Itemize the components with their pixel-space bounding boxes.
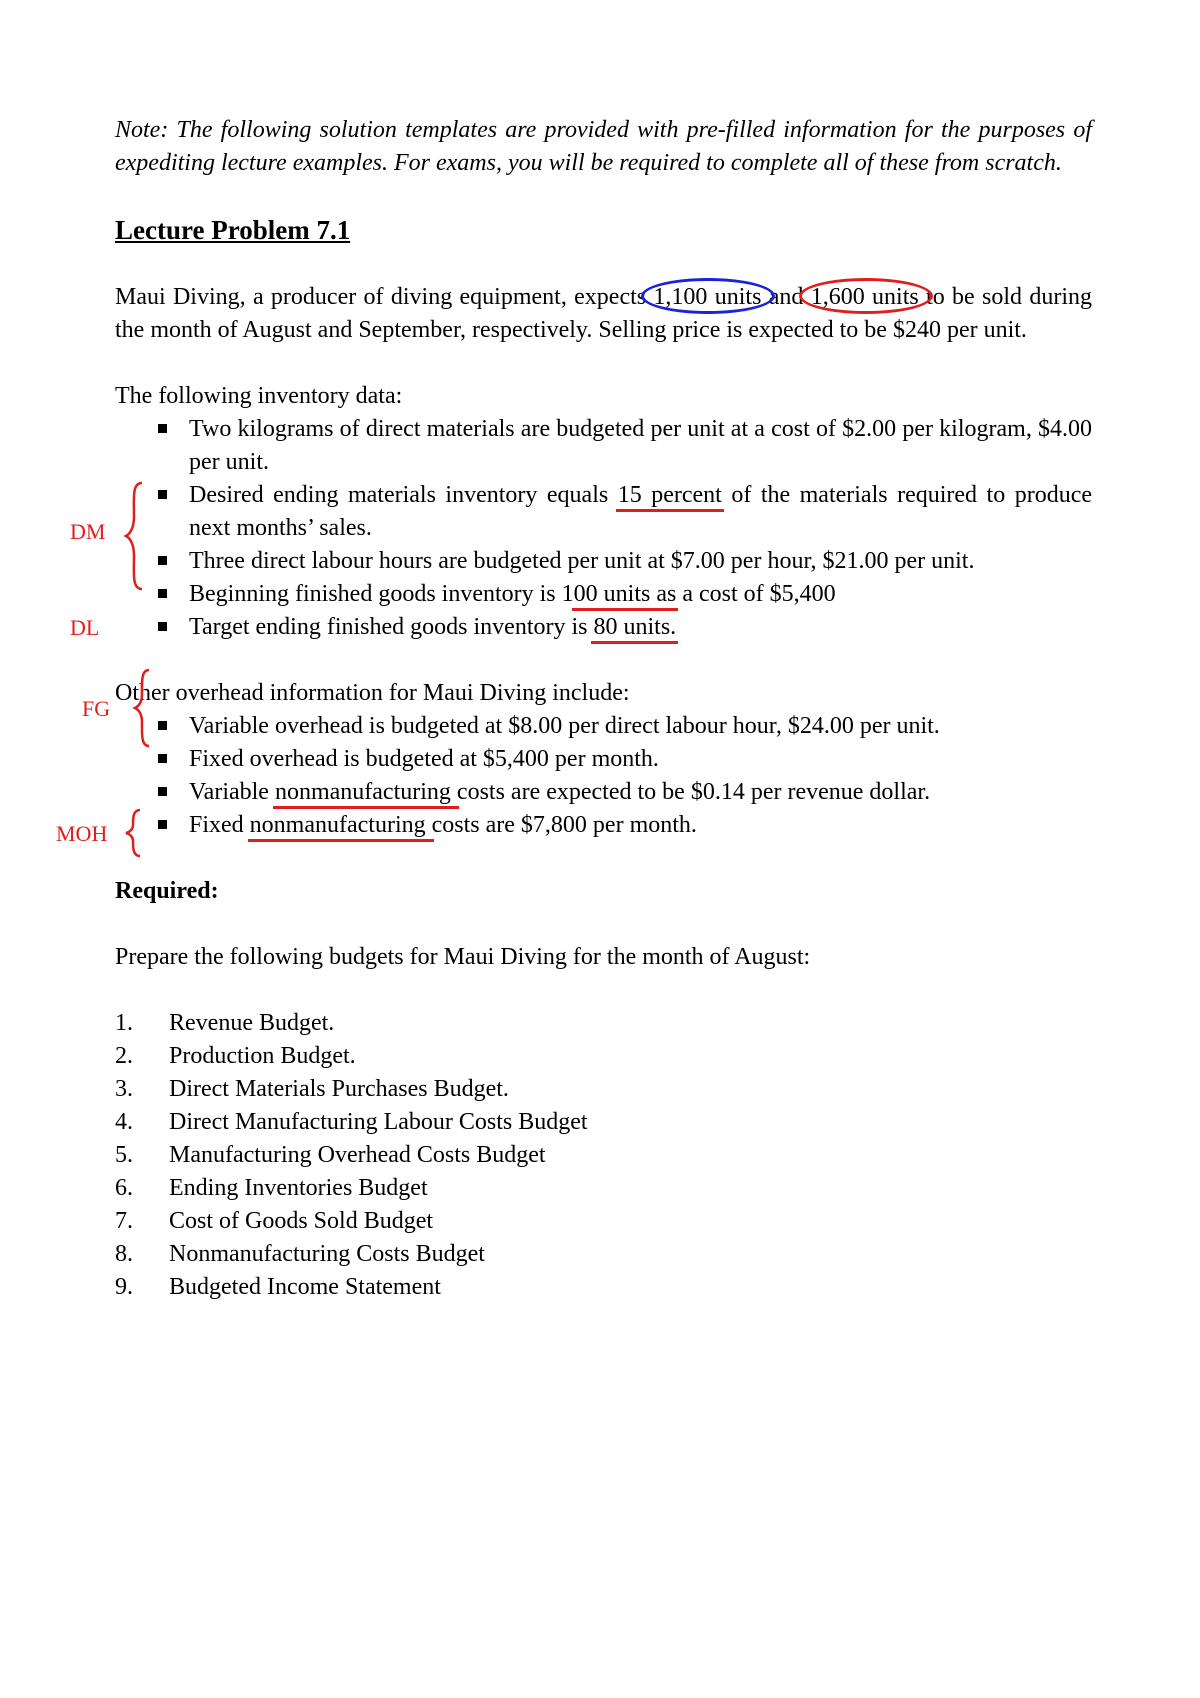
note-paragraph: Note: The following solution templates are provided with pre-filled information for the purposes of expediting lecture examples. For exams, you will be required to complete all of these from scratch.: [115, 117, 1092, 176]
underlined-nonmanufacturing: nonmanufacturing: [249, 812, 432, 838]
inventory-item-text: Target ending finished goods inventory is: [189, 614, 594, 640]
budget-label: Ending Inventories Budget: [169, 1175, 428, 1201]
budget-item: [115, 1172, 1092, 1205]
underlined-target-units: 80 units.: [593, 614, 677, 640]
inventory-item-text: Two kilograms of direct materials are budgeted per unit at a cost of $2.00 per kilogram, $4.00 per unit.: [189, 416, 1092, 475]
budget-item: [115, 1139, 1092, 1172]
document-content: [115, 114, 1092, 1304]
budget-item: [115, 1271, 1092, 1304]
overhead-item-text: Variable overhead is budgeted at $8.00 per direct labour hour, $24.00 per unit.: [189, 713, 940, 739]
budget-label: Revenue Budget.: [169, 1010, 335, 1036]
prepare-instruction: Prepare the following budgets for Maui Diving for the month of August:: [115, 944, 811, 970]
budget-label: Manufacturing Overhead Costs Budget: [169, 1142, 546, 1168]
budget-number: 8.: [115, 1241, 133, 1267]
overhead-item-text: costs are $7,800 per month.: [431, 812, 697, 838]
lecture-heading: Lecture Problem 7.1: [115, 215, 351, 245]
budget-item: [115, 1106, 1092, 1139]
budget-label: Production Budget.: [169, 1043, 356, 1069]
budget-item: [115, 1238, 1092, 1271]
inventory-title: The following inventory data:: [115, 383, 403, 409]
budget-list: [115, 1007, 1092, 1304]
overhead-item-text: Fixed overhead is budgeted at $5,400 per month.: [189, 746, 659, 772]
required-heading: Required:: [115, 878, 219, 904]
annotation-moh-label: MOH: [56, 821, 108, 846]
budget-label: Direct Materials Purchases Budget.: [169, 1076, 509, 1102]
intro-paragraph: [115, 281, 1092, 347]
budget-number: 3.: [115, 1076, 133, 1102]
budget-item: [115, 1073, 1092, 1106]
budget-number: 1.: [115, 1010, 133, 1036]
overhead-item-text: costs are expected to be $0.14 per revenue dollar.: [456, 779, 931, 805]
underlined-percent: 15 percent: [617, 482, 722, 508]
inventory-list: [115, 413, 1092, 644]
overhead-item-text: Variable: [189, 779, 275, 805]
budget-number: 9.: [115, 1274, 133, 1300]
square-bullet-icon: [158, 721, 167, 730]
inventory-item-dl: [115, 545, 1092, 578]
annotation-dm-brace-icon: [124, 480, 148, 592]
budget-number: 7.: [115, 1208, 133, 1234]
inventory-item-text: a cost of $5,400: [676, 581, 836, 607]
annotation-dl-label: DL: [70, 615, 100, 640]
annotation-moh-brace-icon: [124, 808, 146, 858]
square-bullet-icon: [158, 490, 167, 499]
square-bullet-icon: [158, 820, 167, 829]
square-bullet-icon: [158, 589, 167, 598]
budget-label: Budgeted Income Statement: [169, 1274, 441, 1300]
square-bullet-icon: [158, 787, 167, 796]
overhead-item-fixed-nonmfg: [115, 809, 1092, 842]
august-units-circled: 1,100 units: [653, 284, 762, 310]
overhead-item-fixed: [115, 743, 1092, 776]
underlined-beginning-units: 00 units as: [573, 581, 677, 607]
overhead-item-text: Fixed: [189, 812, 250, 838]
budget-number: 6.: [115, 1175, 133, 1201]
budget-label: Cost of Goods Sold Budget: [169, 1208, 434, 1234]
budget-item: [115, 1205, 1092, 1238]
inventory-item-fg-target: [115, 611, 1092, 644]
budget-label: Nonmanufacturing Costs Budget: [169, 1241, 485, 1267]
budget-number: 5.: [115, 1142, 133, 1168]
square-bullet-icon: [158, 754, 167, 763]
underlined-nonmanufacturing: nonmanufacturing: [274, 779, 457, 805]
budget-number: 4.: [115, 1109, 133, 1135]
overhead-title: Other overhead information for Maui Diving include:: [115, 680, 630, 706]
overhead-item-variable: [115, 710, 1092, 743]
inventory-item-fg-beginning: [115, 578, 1092, 611]
intro-text-2: and: [761, 284, 811, 310]
overhead-list: [115, 710, 1092, 842]
inventory-item-dm-cost: [115, 413, 1092, 479]
annotation-fg-brace-icon: [133, 668, 155, 748]
inventory-item-text: Beginning finished goods inventory is 1: [189, 581, 574, 607]
inventory-item-text: Three direct labour hours are budgeted per unit at $7.00 per hour, $21.00 per unit.: [189, 548, 975, 574]
annotation-fg-label: FG: [82, 696, 111, 721]
annotation-dm-label: DM: [70, 519, 106, 544]
inventory-item-text: Desired ending materials inventory equals: [189, 482, 618, 508]
square-bullet-icon: [158, 424, 167, 433]
budget-item: [115, 1007, 1092, 1040]
inventory-item-dm-ending: [115, 479, 1092, 545]
square-bullet-icon: [158, 556, 167, 565]
intro-text-3: to be sold during the month of August and September, respectively. Selling price is expected to be $240 per unit.: [115, 284, 1092, 343]
budget-number: 2.: [115, 1043, 133, 1069]
budget-item: [115, 1040, 1092, 1073]
intro-text-1: Maui Diving, a producer of diving equipment, expects: [115, 284, 654, 310]
budget-label: Direct Manufacturing Labour Costs Budget: [169, 1109, 588, 1135]
inventory-item-text: of the materials required to produce next months’ sales.: [189, 482, 1092, 541]
september-units-circled: 1,600 units: [810, 284, 919, 310]
overhead-item-variable-nonmfg: [115, 776, 1092, 809]
square-bullet-icon: [158, 622, 167, 631]
